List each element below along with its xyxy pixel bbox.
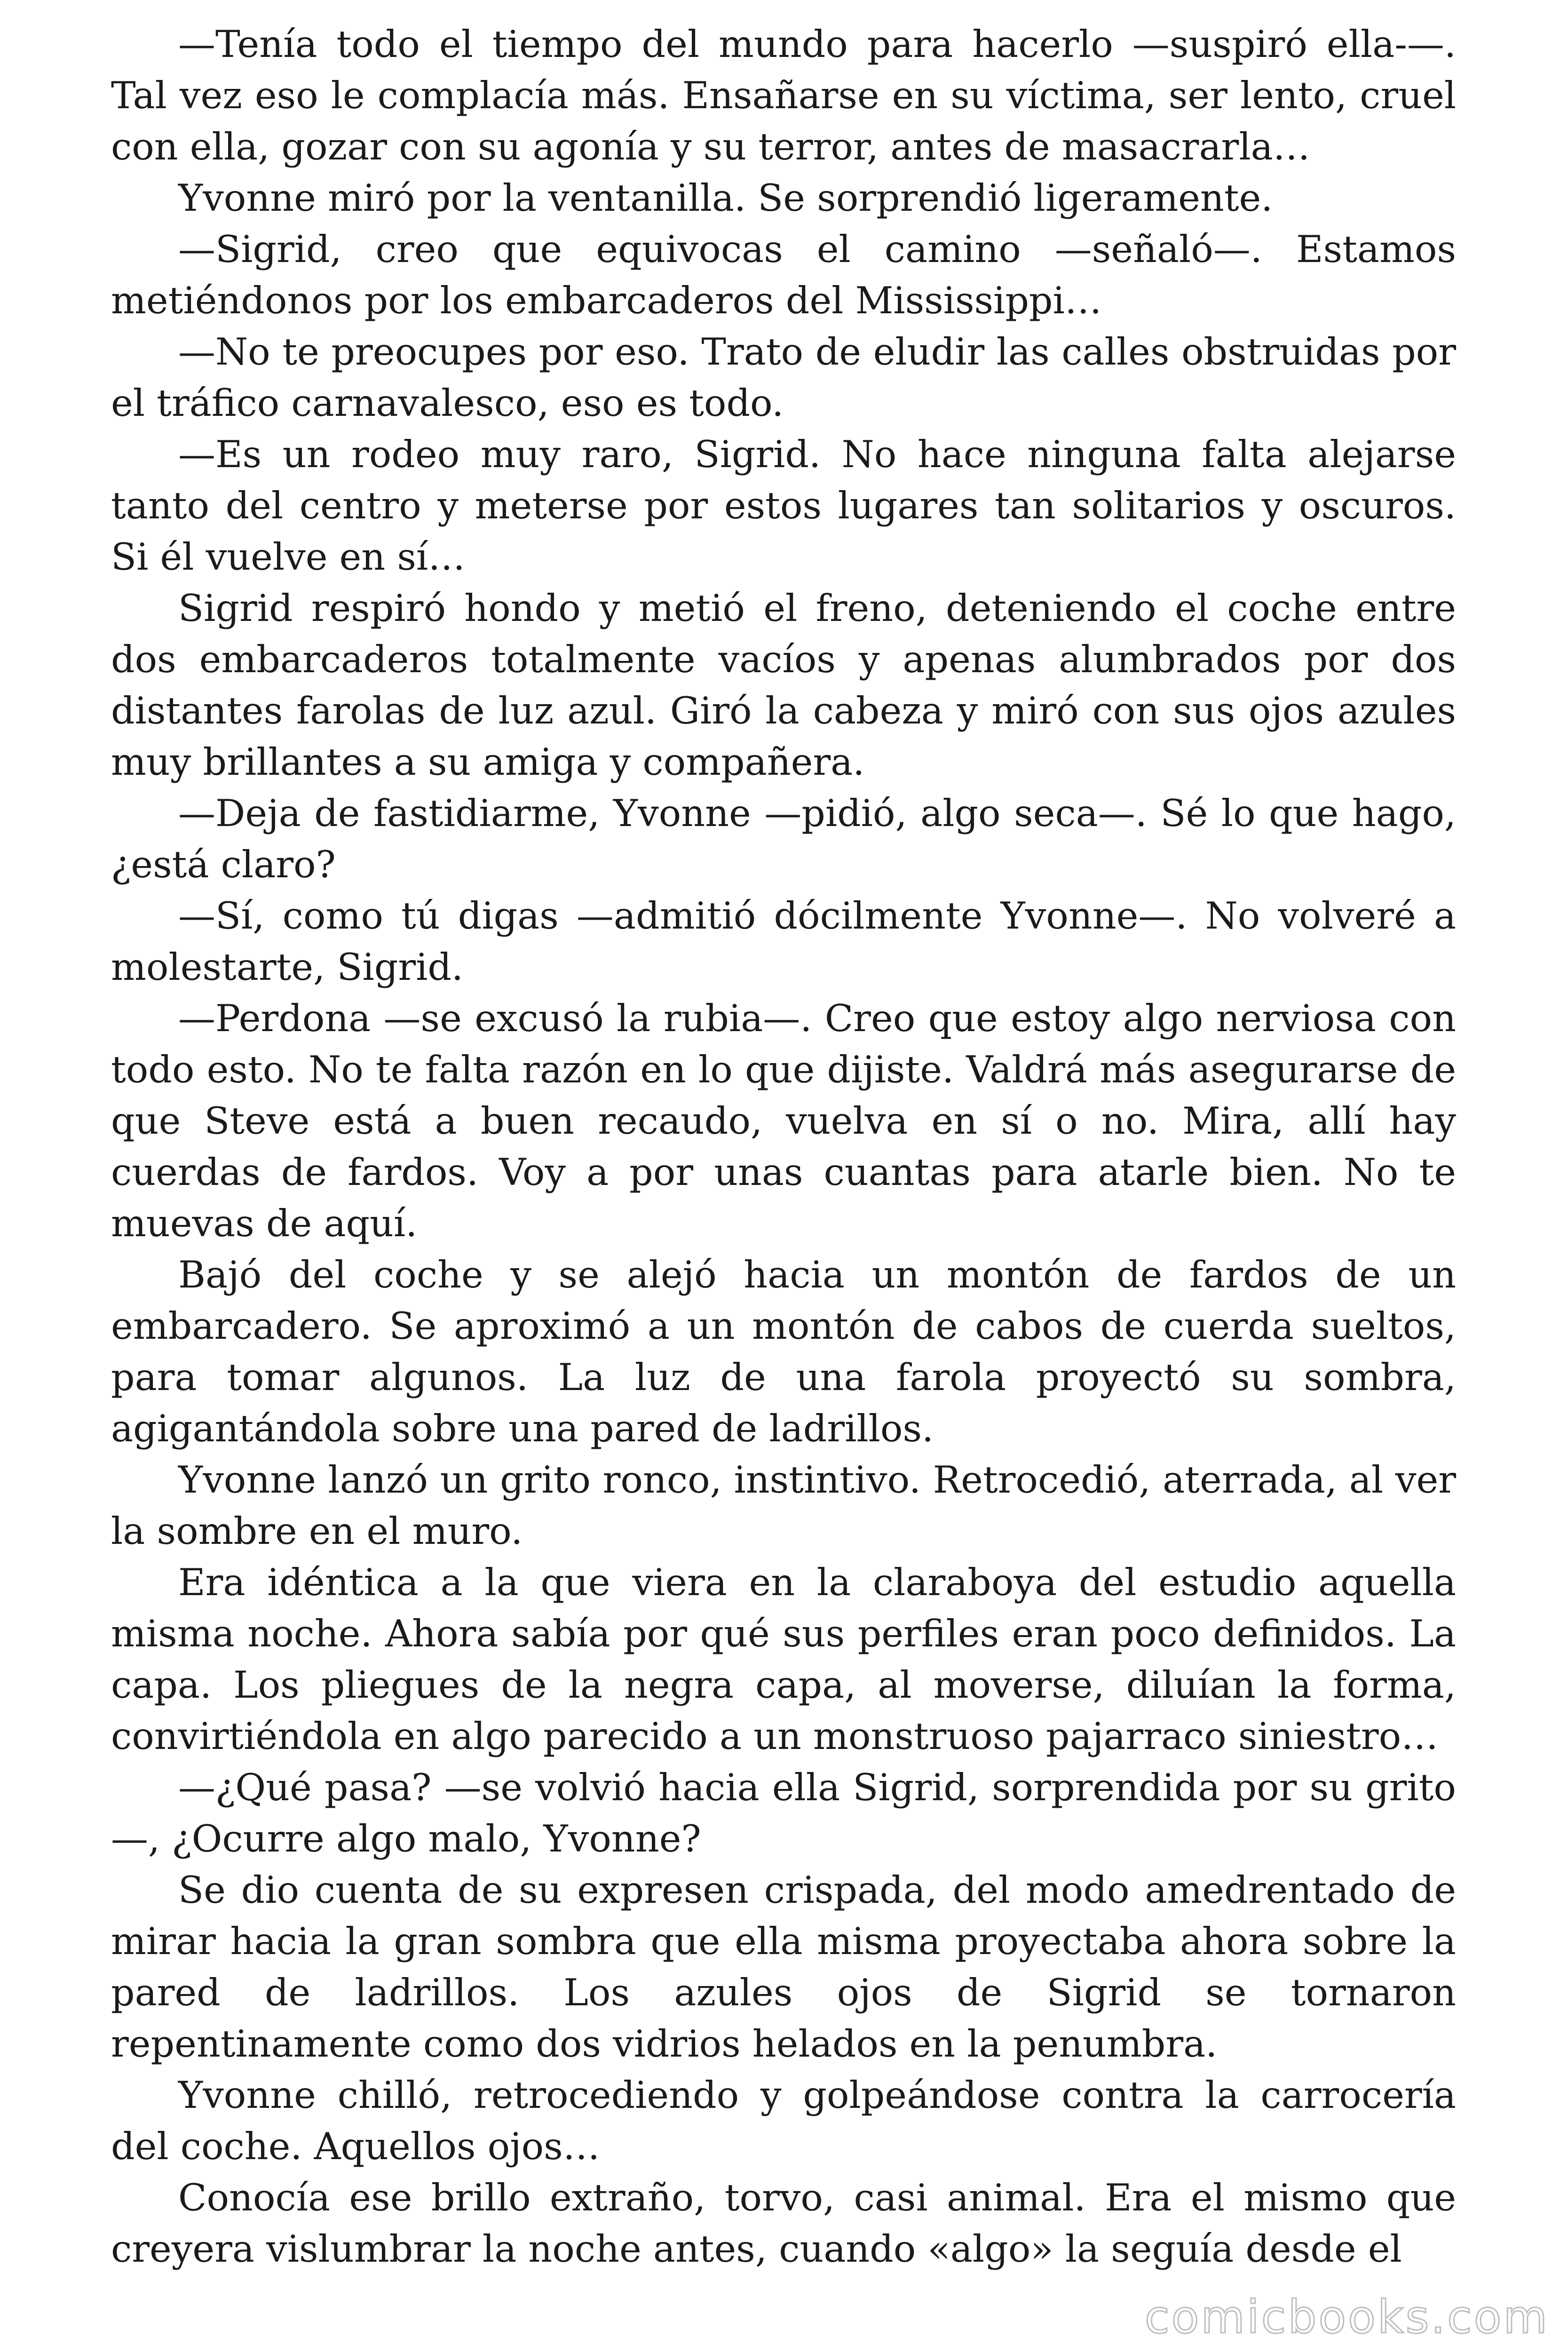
paragraph: Se dio cuenta de su expresen crispada, del modo amedrentado de mirar hacia la gran sombra que ella misma proyectaba ahora sobre la pared de ladrillos. Los azules ojos de Sigrid se tornaron repentinamente como dos vidrios helados en la penumbra.: [111, 1868, 1456, 2066]
paragraph: Era idéntica a la que viera en la claraboya del estudio aquella misma noche. Ahora sabía por qué sus perfiles eran poco definidos. La capa. Los pliegues de la negra capa, al moverse, diluían la forma, convirtiéndola en algo parecido a un monstruoso pajarraco siniestro…: [111, 1561, 1456, 1758]
paragraph: —Sí, como tú digas —admitió dócilmente Yvonne—. No volveré a molestarte, Sigrid.: [111, 894, 1456, 989]
paragraph: Yvonne lanzó un grito ronco, instintivo. Retrocedió, aterrada, al ver la sombre en el muro.: [111, 1458, 1456, 1553]
paragraph: Yvonne chilló, retrocediendo y golpeándose contra la carrocería del coche. Aquellos ojos…: [111, 2074, 1456, 2168]
paragraph: —¿Qué pasa? —se volvió hacia ella Sigrid, sorprendida por su grito—, ¿Ocurre algo malo, Yvonne?: [111, 1766, 1456, 1860]
paragraph: —Tenía todo el tiempo del mundo para hacerlo —suspiró ella-—. Tal vez eso le complacía más. Ensañarse en su víctima, ser lento, cruel con ella, gozar con su agonía y su terror, antes de masacrarla…: [111, 23, 1456, 168]
paragraph: —Deja de fastidiarme, Yvonne —pidió, algo seca—. Sé lo que hago, ¿está claro?: [111, 792, 1456, 886]
paragraph: —No te preocupes por eso. Trato de eludir las calles obstruidas por el tráfico carnavalesco, eso es todo.: [111, 330, 1456, 425]
paragraph: —Es un rodeo muy raro, Sigrid. No hace ninguna falta alejarse tanto del centro y meterse por estos lugares tan solitarios y oscuros. Si él vuelve en sí…: [111, 433, 1456, 579]
paragraph: Sigrid respiró hondo y metió el freno, deteniendo el coche entre dos embarcaderos totalmente vacíos y apenas alumbrados por dos distantes farolas de luz azul. Giró la cabeza y miró con sus ojos azules muy brillantes a su amiga y compañera.: [111, 587, 1456, 784]
paragraph: Yvonne miró por la ventanilla. Se sorprendió ligeramente.: [178, 176, 1273, 220]
paragraph: Bajó del coche y se alejó hacia un montón de fardos de un embarcadero. Se aproximó a un montón de cabos de cuerda sueltos, para tomar algunos. La luz de una farola proyectó su sombra, agigantándola sobre una pared de ladrillos.: [111, 1253, 1456, 1450]
book-page-text: [111, 19, 1456, 2275]
paragraph: Conocía ese brillo extraño, torvo, casi animal. Era el mismo que creyera vislumbrar la noche antes, cuando «algo» la seguía desde el: [111, 2176, 1456, 2271]
paragraph: —Perdona —se excusó la rubia—. Creo que estoy algo nerviosa con todo esto. No te falta razón en lo que dijiste. Valdrá más asegurarse de que Steve está a buen recaudo, vuelva en sí o no. Mira, allí hay cuerdas de fardos. Voy a por unas cuantas para atarle bien. No te muevas de aquí.: [111, 997, 1456, 1245]
watermark: comicbooks.com: [1144, 2291, 1549, 2344]
paragraph: —Sigrid, creo que equivocas el camino —señaló—. Estamos metiéndonos por los embarcaderos del Mississippi…: [111, 228, 1456, 322]
